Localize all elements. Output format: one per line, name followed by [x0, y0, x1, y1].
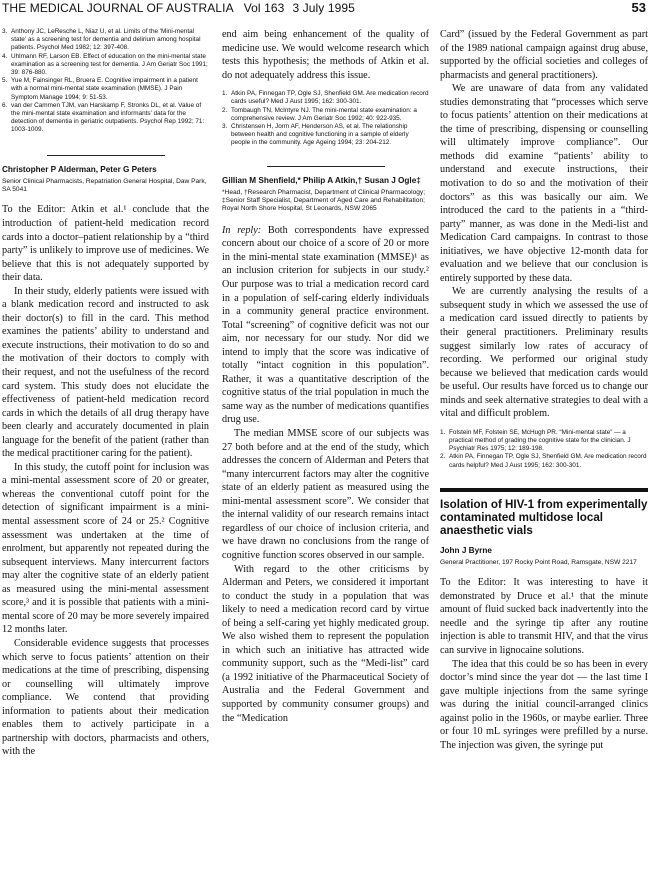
journal-title: THE MEDICAL JOURNAL OF AUSTRALIA	[2, 1, 234, 15]
page-number: 53	[631, 0, 646, 15]
section-divider	[47, 155, 165, 156]
paragraph: In their study, elderly patients were issued with a blank medication record and instructed to ask their doctor(s) to fill in the card. This method examines the patients’ ability to understand and execute instructions, their motivation to do so and the motivation of their doctors to comply with their request, and not the usefulness of the record card system. This study does not elucidate the effectiveness of patient-held medication record cards in which the details of all drug therapy have been clearly and accurately documented in plain language for the benefit of the patient (rather than the medical practitioner caring for the patient).	[2, 285, 209, 460]
letter-body-continued	[222, 28, 429, 82]
reference-list-3	[440, 429, 648, 470]
reference-list-2	[222, 90, 429, 147]
article-author: John J Byrne	[440, 545, 492, 555]
paragraph: The idea that this could be so has been in every doctor’s mind since the year dot — the last time I gave multiple injections from the same syringe was during the initial council-arranged clinics against polio in the 1960s, or maybe earlier. Three or four 10 mL syringes were prefilled by a nurse. The injection was given, the syringe put	[440, 658, 648, 751]
paragraph: Card” (issued by the Federal Government as part of the 1989 national campaign against drug abuse, supported by the official societies and colleges of pharmacists and general practitioners).	[440, 29, 648, 81]
reference-item: 5. Yue M, Fainsinger RL, Bruera E. Cognitive impairment in a patient with a normal mini-mental state examination (MMSE). J Pain Symptom Manage 1994; 9: 51-53.	[2, 77, 198, 101]
letter-authors: Christopher P Alderman, Peter G Peters	[2, 164, 157, 174]
reply-body-continued	[440, 28, 648, 421]
paragraph: Considerable evidence suggests that processes which serve to focus patients’ attention on their medications at the time of prescribing, dispensing or counselling will ultimately improve compliance. We contend that providing information to patients about their medication enables them to actively participate in a partnership with doctors, pharmacists and others, with the	[2, 637, 209, 758]
reference-item: 3. Christensen H, Jorm AF, Henderson AS, et al. The relationship between health and cognitive functioning in a sample of elderly people in the community. Age Ageing 1994; 23: 204-212.	[222, 123, 409, 147]
reference-item: 4. Uhlmann RF, Larson EB. Effect of education on the mini-mental state examination as a screening test for dementia. J Am Geriatr Soc 1991; 39: 876-880.	[2, 52, 208, 77]
paragraph: We are currently analysing the results of a subsequent study in which we assessed the use of a medication card issued directly to patients by their general practitioners. Preliminary results suggest similarly low rates of accuracy of recording. We performed our original study because we believed that medication cards would be useful. Our results have forced us to change our minds and seek alternative strategies to deal with a vital and difficult problem.	[440, 286, 648, 420]
reference-item: 3. Anthony JC, LeResche L, Niaz U, et al. Limits of the 'Mini-mental state' as a screening test for dementia and delirium among hospital patients. Psychol Med 1982; 12: 397-408.	[2, 28, 201, 52]
article-affiliation: General Practitioner, 197 Rocky Point Road, Ramsgate, NSW 2217	[440, 558, 637, 566]
reply-label: In reply:	[222, 224, 262, 236]
issue-date: 3 July 1995	[292, 1, 355, 15]
reference-item: 1. Atkin PA, Finnegan TP, Ogle SJ, Shenfield GM. Are medication record cards useful? Med J Aust 1995; 162: 300-301.	[222, 90, 429, 106]
paragraph: To the Editor: Atkin et al.¹ conclude that the introduction of patient-held medication record cards into a doctor–patient relationship by a “third party” is unlikely to improve use of medicines. We believe that this is not adequately supported by their data.	[2, 204, 209, 284]
paragraph: end aim being enhancement of the quality of medicine use. We would welcome research which tests this hypothesis; the methods of Atkin et al. do not adequately address this issue.	[222, 29, 429, 81]
column-1	[2, 28, 209, 878]
reply-body	[222, 224, 429, 725]
paragraph: With regard to the other criticisms by Alderman and Peters, we considered it important to conduct the study in a population that was likely to need a medication record card by virtue of being a self-caring yet highly medicated group. We also wished them to represent the population in which such an initiative has attracted wide community support, such as the “Medi-list” card (a 1992 initiative of the Pharmaceutical Society of Australia and the Federal Government and supported by community consumer groups) and the “Medication	[222, 563, 429, 724]
running-header	[0, 0, 650, 18]
journal-header	[2, 0, 355, 16]
paragraph: The median MMSE score of our subjects was 27 both before and at the end of the study, which addresses the concern of Alderman and Peters that “many intercurrent factors may alter the cognitive state of an elderly patient as measured using the mini-mental assessment score”. We consider that the internal validity of our research remains intact regardless of our choice of inclusion criteria, and we have drawn no conclusions from the range of cognitive function scores observed in our sample.	[222, 428, 429, 561]
letter-body	[2, 203, 209, 758]
article-body	[440, 576, 648, 752]
reply-affiliation: *Head, †Research Pharmacist, Department of Clinical Pharmacology; ‡Senior Staff Specialist, Department of Aged Care and Rehabilitation; Royal North Shore Hospital, St Leonards, NSW 2065	[222, 188, 426, 213]
author-affiliation: Senior Clinical Pharmacists, Repatriation General Hospital, Daw Park, SA 5041	[2, 177, 207, 194]
reference-list-1	[2, 28, 209, 135]
section-divider	[267, 166, 385, 167]
reply-authors: Gillian M Shenfield,* Philip A Atkin,† Susan J Ogle‡	[222, 175, 421, 185]
reference-item: 2. Tombaugh TN, McIntyre NJ. The mini-mental state examination: a comprehensive review. J Am Geriatr Soc 1992; 40: 922-935.	[222, 106, 417, 122]
paragraph: In reply: Both correspondents have expressed concern about our choice of a score of 20 or more in the mini-mental state examination (MMSE)¹ as an inclusion criterion for subjects in our study.² Our purpose was to trial a medication record card in a population of self-caring elderly individuals in a community general practice environment. Total “screening” of cognitive deficit was not our aim, nor necessary for our study. Nor did we intend to imply that the score was indicative of totally “intact cognition in this population”. Rather, it was a quantitative description of the cognitive status of the trial population in much the same way as the number of medications quantifies drug use.	[222, 224, 429, 426]
paragraph: To the Editor: It was interesting to have it demonstrated by Druce et al.¹ that the minute amount of fluid sucked back inadvertently into the needle and the syringe tip after any routine injection is able to transmit HIV, and that the virus can survive in lignocaine solutions.	[440, 577, 648, 657]
article-rule	[440, 488, 648, 492]
paragraph: We are unaware of data from any validated studies demonstrating that “processes which serve to focus patients’ attention on their medications at the time of prescribing, dispensing or counselling will ultimately improve compliance”. Our methods did examine “patients’ ability to understand and execute instructions, their motivation to do so and the motivation of their doctors” as this was basically our aim. We introduced the card to the patients in a “third-party” manner, as was done in the Medi-list and Medication Card campaigns. In contrast to those initiatives, we have objective 12-month data for evaluation and we believe that our conclusion is entirely supported by these data.	[440, 83, 648, 284]
column-2	[222, 28, 429, 878]
paragraph: In this study, the cutoff point for inclusion was a mini-mental assessment score of 20 or greater, whereas the conventional cutoff point for the detection of significant impairment is a mini-mental assessment score of 24 or 25.² Cognitive assessment was undertaken at the time of enrolment, but apparently not repeated during the subsequent interviews. Many intercurrent factors may alter the cognitive state of an elderly patient as measured using the mini-mental assessment score,³ and it is possible that patients with a mini-mental score of 20 may be more severely impaired 12 months later.	[2, 461, 209, 636]
article-title: Isolation of HIV-1 from experimentally contaminated multidose local anaesthetic vials	[440, 497, 648, 537]
column-3	[440, 28, 648, 878]
reference-item: 1. Folstein MF, Folstein SE, McHugh PR. “Mini-mental state” — a practical method of grading the cognitive state for the clinician. J Psychiatr Res 1975; 12: 189-198.	[440, 428, 631, 453]
reference-item: 2. Atkin PA, Finnegan TP, Ogle SJ, Shenfield GM. Are medication record cards helpful? Med J Aust 1995; 162: 300-301.	[440, 453, 647, 469]
reference-item: 6. van der Cammen TJM, van Harskamp F, Stronks DL, et al. Value of the mini-mental state examination and informants' data for the detection of dementia in geriatric outpatients. Psychol Rep 1992; 71: 1003-1009.	[2, 101, 205, 134]
journal-volume: Vol 163	[243, 1, 285, 15]
